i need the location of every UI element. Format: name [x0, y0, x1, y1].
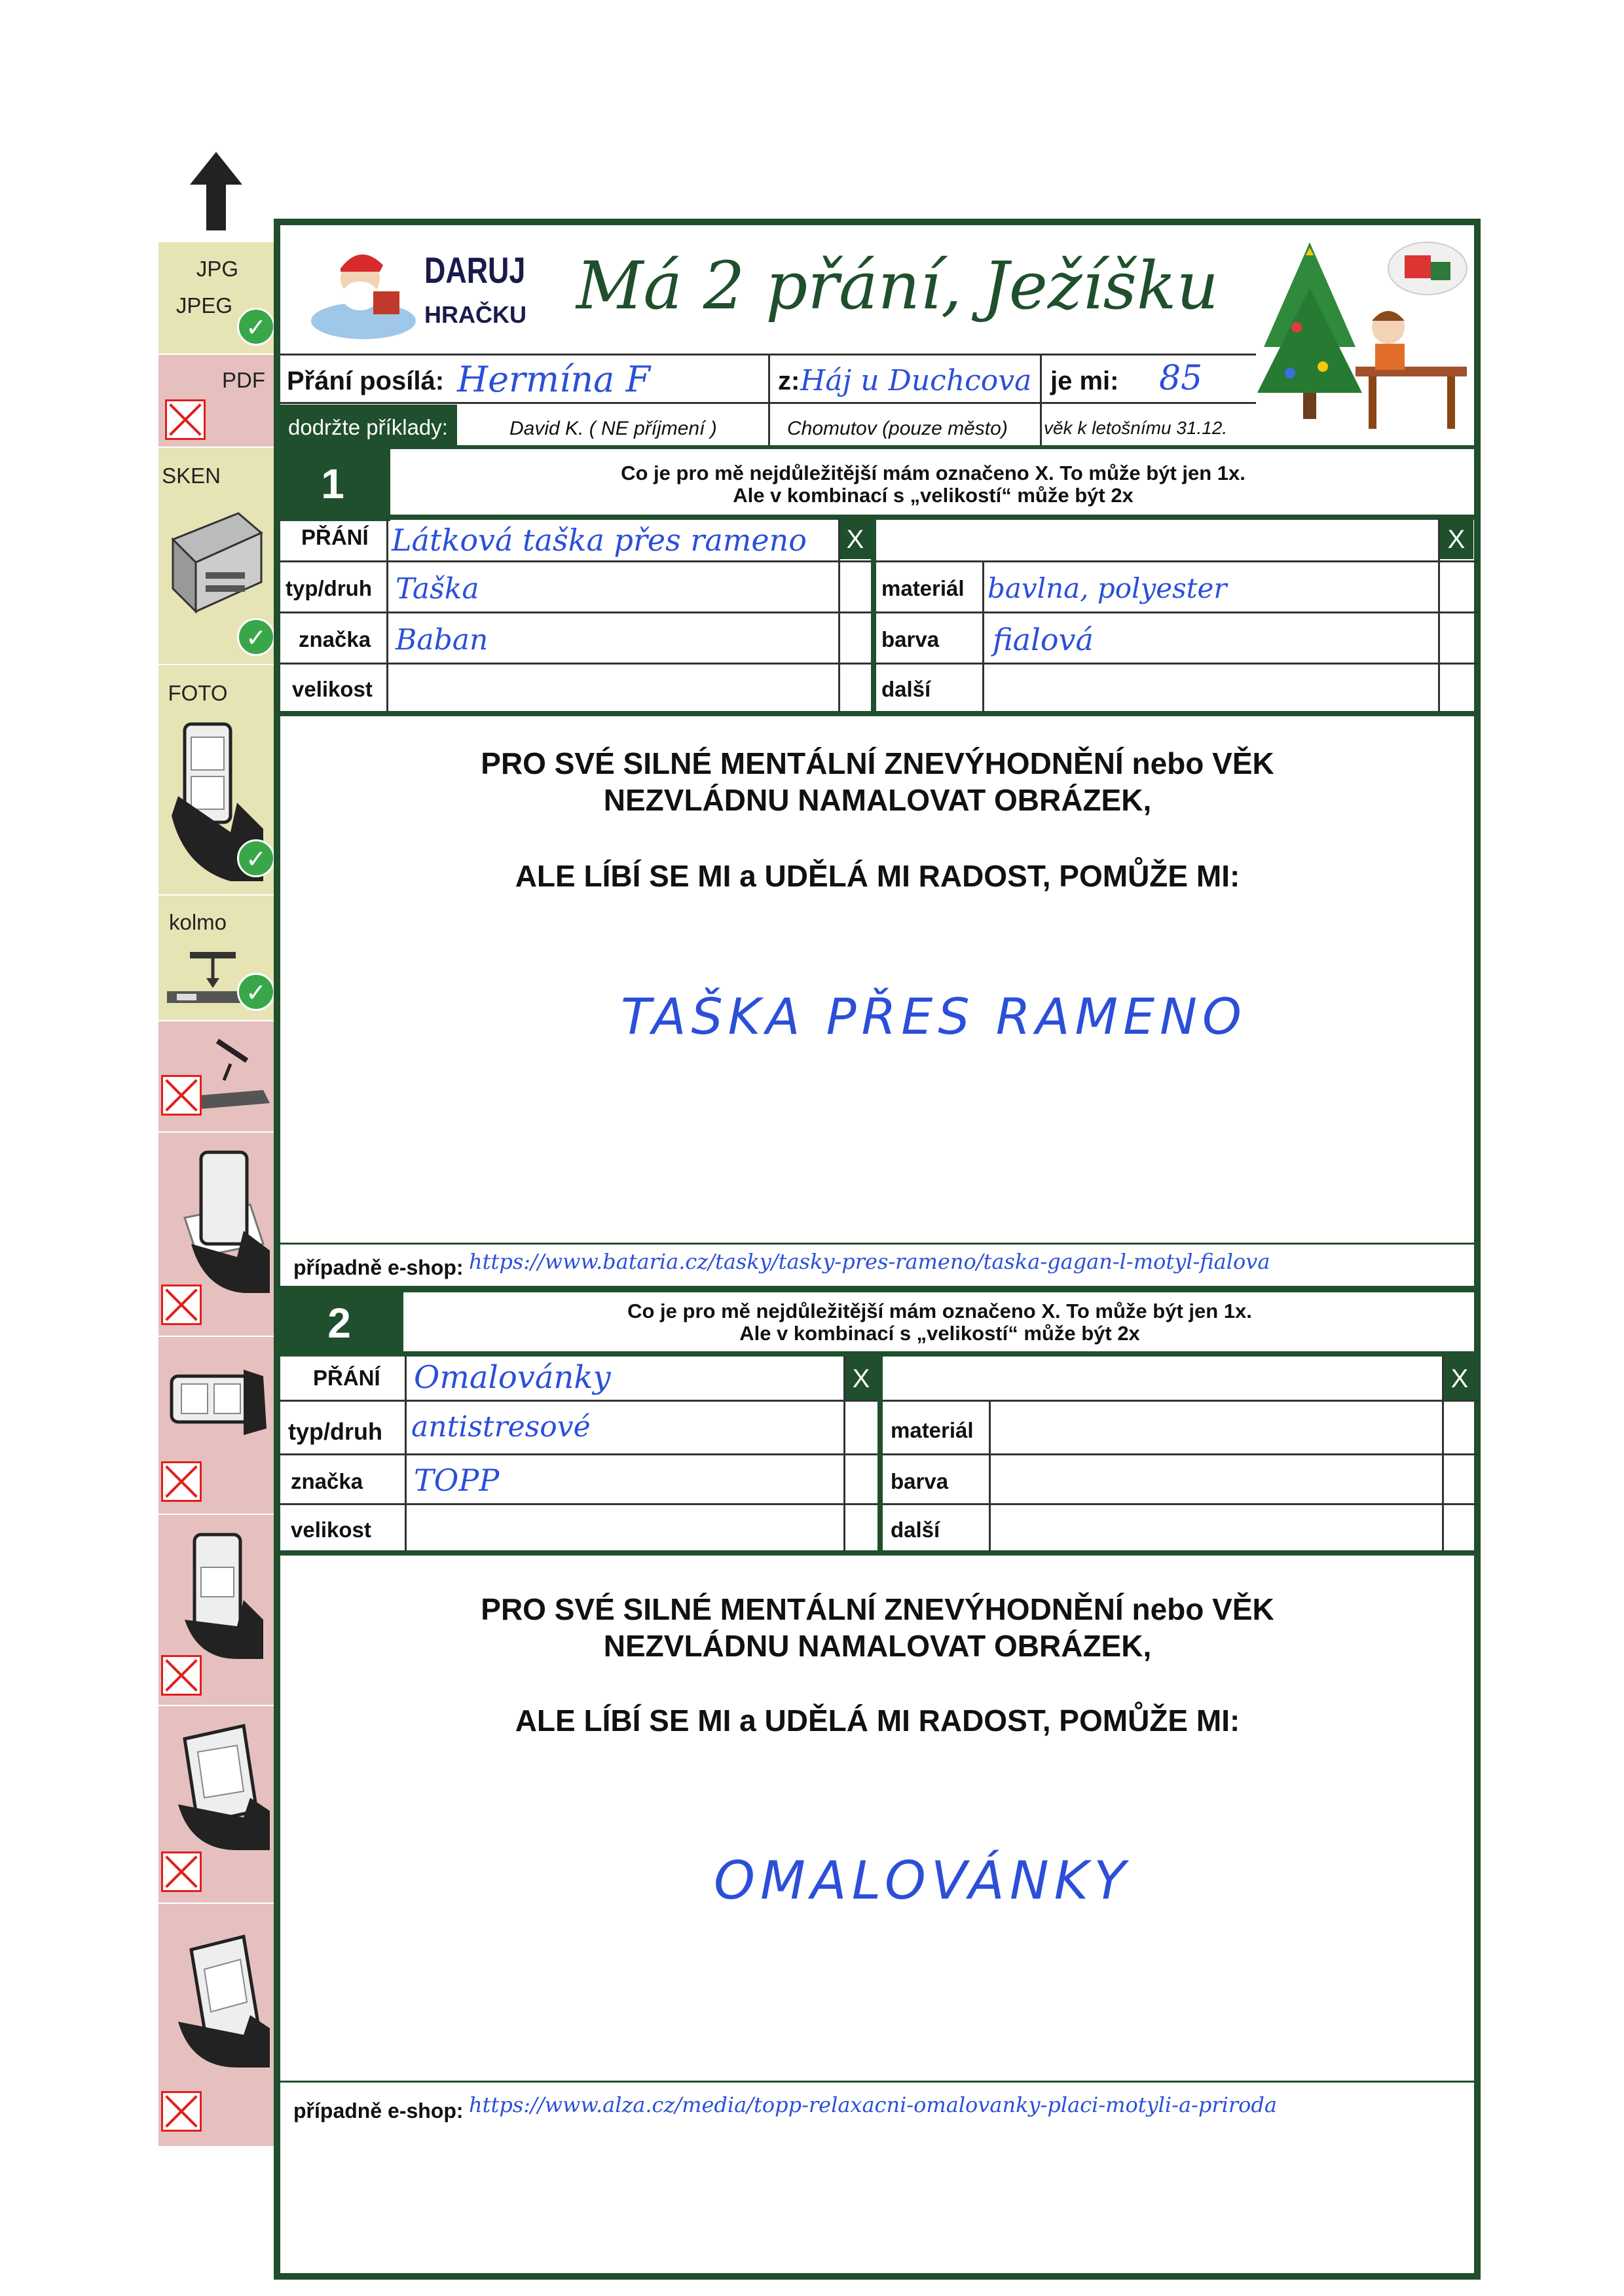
logo-hracku: HRAČKU [424, 301, 526, 328]
disability-message-2: NEZVLÁDNU NAMALOVAT OBRÁZEK, [603, 1629, 1152, 1663]
type-value: antistresové [411, 1410, 591, 1444]
rotated-phone-icon [172, 1923, 270, 2068]
wish-divider [1442, 1357, 1444, 1552]
age-label: je mi: [1050, 367, 1119, 395]
color-label: barva [881, 627, 940, 651]
sidebar-angle-section [158, 1021, 276, 1131]
santa-logo-icon [308, 242, 419, 340]
example-town: Chomutov (pouze město) [787, 418, 1008, 439]
eshop-link[interactable]: https://www.alza.cz/media/topp-relaxacni-omalovanky-placi-motyli-a-priroda [469, 2092, 1277, 2117]
importance-x-mark: X [1443, 1357, 1476, 1400]
wish-divider [877, 1357, 883, 1552]
wish-value: Omalovánky [414, 1359, 611, 1396]
material-value: bavlna, polyester [987, 572, 1227, 604]
logo-daruj: DARUJ [424, 249, 526, 291]
scanner-icon [166, 500, 265, 618]
christmas-tree-illustration [1257, 236, 1473, 445]
disability-message-3: ALE LÍBÍ SE MI a UDĚLÁ MI RADOST, POMŮŽE MI: [515, 1704, 1240, 1738]
eshop-label: případně e-shop: [293, 2099, 464, 2123]
wish-label: PŘÁNÍ [313, 1366, 380, 1390]
wish-divider [982, 560, 984, 712]
sidebar-photo-label: FOTO [168, 681, 228, 705]
wish-instruction-1: Co je pro mě nejdůležitější mám označeno X. To může být jen 1x. [621, 462, 1246, 484]
sidebar-photo-section [158, 665, 276, 894]
cross-icon [161, 1075, 202, 1116]
eshop-divider [280, 1243, 1479, 1245]
sidebar-phone-section [158, 1515, 276, 1705]
brand-value: TOPP [414, 1463, 500, 1498]
wish-value: Látková taška přes rameno [392, 522, 807, 558]
check-icon: ✓ [237, 973, 275, 1011]
wish-divider [385, 449, 390, 521]
disability-message-1: PRO SVÉ SILNÉ MENTÁLNÍ ZNEVÝHODNĚNÍ nebo VĚK [481, 1592, 1274, 1626]
other-label: další [881, 677, 931, 701]
page-title: Má 2 přání, Ježíšku [576, 247, 1219, 324]
from-value: Háj u Duchcova [800, 364, 1032, 397]
sidebar-tilted-section [158, 1133, 276, 1336]
wish-divider [398, 1292, 403, 1354]
tilted-phone-icon [172, 1146, 270, 1296]
cross-icon [161, 1655, 202, 1696]
sidebar-jpg-section [158, 242, 276, 354]
type-label: typ/druh [286, 576, 372, 600]
age-value: 85 [1159, 359, 1203, 398]
type-value: Taška [396, 572, 479, 606]
wish-instruction-2: Ale v kombinací s „velikostí“ může být 2x [739, 1322, 1140, 1345]
sidebar-rotated-section [158, 1904, 276, 2146]
sidebar-pdf-label: PDF [222, 368, 265, 392]
wish-divider [280, 611, 1479, 613]
size-label: velikost [291, 1518, 371, 1542]
type-label: typ/druh [288, 1418, 382, 1445]
wish-divider [405, 1357, 407, 1552]
skewed-phone-icon [172, 1719, 270, 1850]
header-divider [768, 354, 770, 403]
sidebar-landscape-section [158, 1337, 276, 1514]
brand-value: Baban [396, 623, 489, 657]
wish-divider [280, 1286, 1479, 1292]
wish-divider [838, 519, 840, 712]
wish-divider [843, 1357, 845, 1552]
wish-divider [280, 515, 1479, 520]
header-divider [280, 445, 1479, 449]
wish-divider [871, 519, 876, 712]
disability-message-2: NEZVLÁDNU NAMALOVAT OBRÁZEK, [603, 783, 1152, 817]
disability-message-3: ALE LÍBÍ SE MI a UDĚLÁ MI RADOST, POMŮŽE MI: [515, 859, 1240, 893]
header-divider [768, 403, 770, 445]
eshop-label: případně e-shop: [293, 1256, 464, 1279]
brand-label: značka [299, 627, 371, 651]
cross-icon [161, 1851, 202, 1892]
wish-divider [280, 663, 1479, 665]
header-divider [1040, 354, 1042, 445]
material-label: materiál [891, 1418, 974, 1442]
wish-number: 2 [280, 1292, 398, 1354]
wish-number: 1 [280, 449, 385, 521]
size-label: velikost [292, 677, 373, 701]
sidebar-jpg-label: JPG [196, 257, 239, 281]
disability-message-1: PRO SVÉ SILNÉ MENTÁLNÍ ZNEVÝHODNĚNÍ nebo VĚK [481, 746, 1274, 780]
from-label: z: [778, 367, 800, 395]
sidebar-skewed-section [158, 1706, 276, 1903]
phone-icon [172, 1528, 263, 1659]
wish-divider [280, 560, 1479, 562]
cross-icon [161, 1285, 202, 1325]
wish-divider [989, 1400, 991, 1552]
sidebar-scan-section [158, 448, 276, 664]
sidebar-perpendicular-label: kolmo [168, 910, 227, 934]
cross-icon [161, 2091, 202, 2132]
color-value: fialová [993, 622, 1094, 657]
other-label: další [891, 1518, 940, 1542]
brand-label: značka [291, 1469, 363, 1493]
up-arrow-icon [190, 152, 242, 230]
sidebar-jpeg-label: JPEG [175, 293, 233, 318]
wish-instruction-1: Co je pro mě nejdůležitější mám označeno X. To může být jen 1x. [627, 1300, 1252, 1322]
example-age: věk k letošnímu 31.12. [1044, 418, 1228, 438]
sidebar-perpendicular-section [158, 896, 276, 1020]
color-label: barva [891, 1469, 949, 1493]
wish-instruction-2: Ale v kombinací s „velikostí“ může být 2x [733, 484, 1134, 507]
wish-divider [280, 1351, 1479, 1357]
sidebar-scan-label: SKEN [162, 464, 221, 488]
sidebar-pdf-section [158, 355, 276, 446]
importance-x-mark: X [840, 519, 871, 559]
handwritten-wish: OMALOVÁNKY [714, 1850, 1131, 1911]
importance-x-mark: X [1439, 519, 1473, 559]
sender-label: Přání posílá: [287, 367, 445, 395]
wish-label: PŘÁNÍ [301, 525, 369, 549]
wish-divider [1438, 519, 1440, 712]
check-icon: ✓ [237, 308, 275, 346]
wish-divider [386, 519, 388, 712]
material-label: materiál [881, 576, 965, 600]
examples-label: dodržte příklady: [280, 405, 457, 445]
wish-divider [280, 711, 1479, 716]
eshop-divider [280, 2081, 1479, 2083]
landscape-phone-icon [165, 1357, 270, 1448]
cross-icon [165, 399, 206, 440]
check-icon: ✓ [237, 839, 275, 877]
check-icon: ✓ [237, 618, 275, 656]
importance-x-mark: X [845, 1357, 877, 1400]
example-name: David K. ( NE příjmení ) [509, 418, 717, 439]
sender-value: Hermína F [457, 359, 650, 400]
eshop-link[interactable]: https://www.bataria.cz/tasky/tasky-pres-rameno/taska-gagan-l-motyl-fialova [469, 1249, 1270, 1274]
handwritten-wish: TAŠKA PŘES RAMENO [621, 987, 1247, 1046]
cross-icon [161, 1461, 202, 1502]
